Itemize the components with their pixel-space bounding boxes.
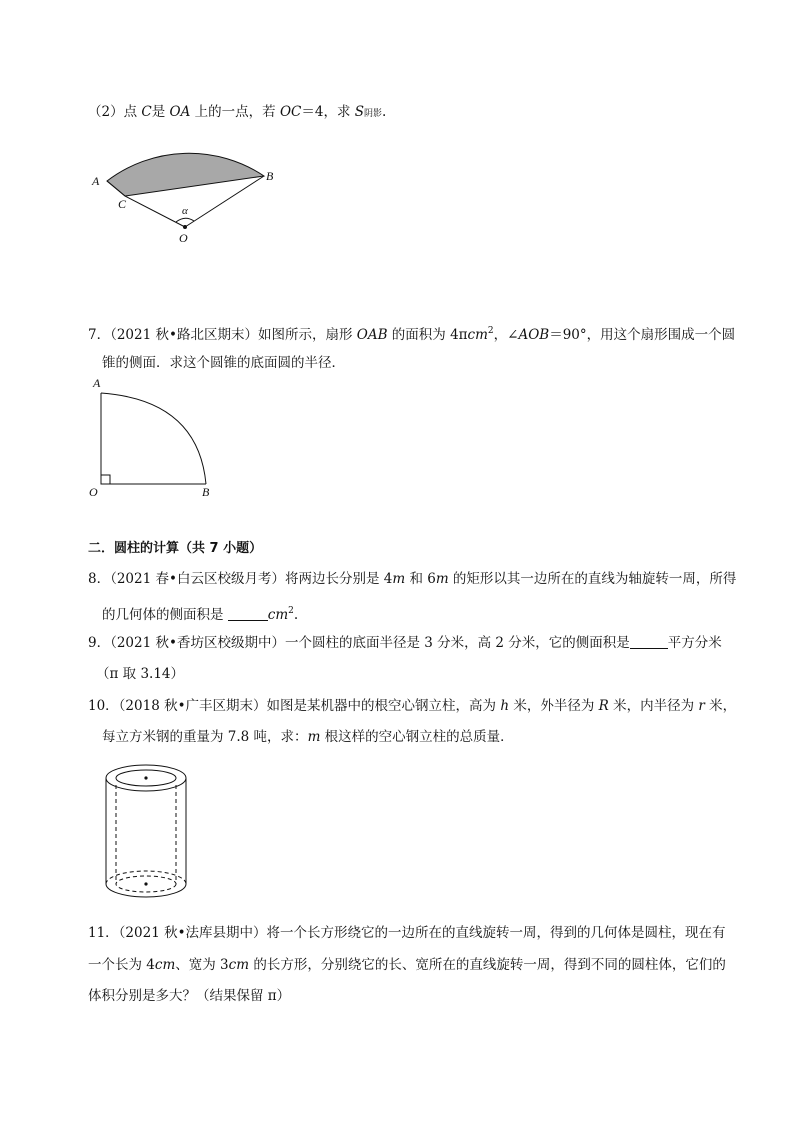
q9-line2: （π 取 3.14） — [96, 666, 185, 682]
quarter-sector-figure — [86, 372, 226, 502]
q10-line1: 10．（2018 秋•广丰区期末）如图是某机器中的根空心钢立柱，高为 h 米，外半径为 R 米，内半径为 r 米， — [88, 698, 737, 714]
q11-line2: 一个长为 4cm、宽为 3cm 的长方形，分别绕它的长、宽所在的直线旋转一周，得到不同的圆柱体，它们的 — [88, 957, 726, 973]
right-angle-mark — [101, 475, 110, 484]
answer-blank[interactable] — [630, 634, 668, 649]
outer-bottom-back — [106, 871, 186, 884]
q7-line1: 7．（2021 秋•路北区期末）如图所示，扇形 OAB 的面积为 4πcm$^2$，∠AOB＝90°，用这个扇形围成一个圆 — [88, 326, 736, 343]
hollow-cylinder-figure — [96, 762, 236, 902]
label-a: A — [92, 174, 100, 188]
label-o: O — [89, 485, 98, 499]
label-b: B — [266, 169, 274, 183]
q9-line1: 9．（2021 秋•香坊区校级期中）一个圆柱的底面半径是 3 分米，高 2 分米，它的侧面积是 平方分米 — [88, 635, 722, 651]
label-b: B — [202, 485, 210, 499]
q11-line1: 11．（2021 秋•法库县期中）将一个长方形绕它的一边所在的直线旋转一周，得到的几何体是圆柱，现在有 — [88, 925, 726, 941]
q11-line3: 体积分别是多大？（结果保留 π） — [88, 988, 291, 1004]
label-c: C — [118, 197, 127, 211]
point-o — [183, 225, 187, 229]
segment-co — [125, 196, 185, 227]
angle-arc — [176, 218, 194, 222]
arc-ab — [101, 393, 206, 484]
q6-part2-text: （2）点 C是 OA 上的一点，若 OC＝4，求 S阴影. — [88, 104, 387, 120]
q10-line2: 每立方米钢的重量为 7.8 吨，求：m 根这样的空心钢立柱的总质量． — [102, 729, 514, 745]
answer-blank[interactable] — [228, 606, 268, 621]
label-o: O — [179, 231, 188, 245]
label-alpha: α — [182, 205, 188, 217]
shaded-region — [107, 153, 264, 196]
q8-line2: 的几何体的侧面积是 $cm^2$. — [102, 606, 299, 623]
bottom-center-dot — [144, 882, 147, 885]
q7-line2: 锥的侧面．求这个圆锥的底面圆的半径． — [102, 355, 345, 371]
q8-line1: 8．（2021 春•白云区校级月考）将两边长分别是 4m 和 6m 的矩形以其一边所在的直线为轴旋转一周，所得 — [88, 571, 737, 587]
top-center-dot — [144, 776, 147, 779]
label-a: A — [93, 376, 101, 390]
outer-bottom-front — [106, 884, 186, 897]
section-heading: 二．圆柱的计算（共 7 小题） — [88, 541, 263, 556]
sector-shaded-figure — [88, 135, 288, 245]
